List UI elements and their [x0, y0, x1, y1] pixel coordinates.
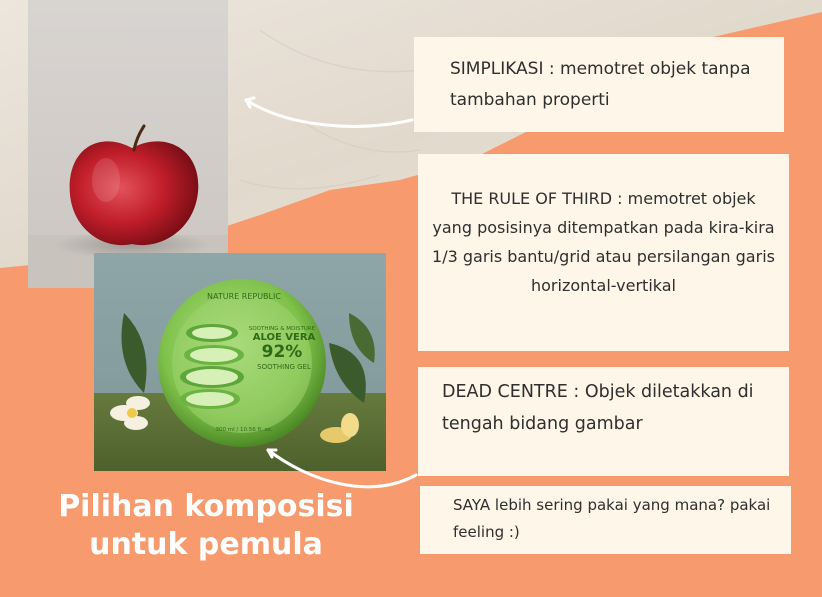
dead-centre-text: DEAD CENTRE : Objek diletakkan di tengah bidang gambar — [442, 382, 754, 434]
simplikasi-text: SIMPLIKASI : memotret objek tanpa tambahan properti — [450, 59, 751, 110]
product-line3: 92% — [261, 342, 303, 362]
product-line1: SOOTHING & MOISTURE — [248, 326, 316, 332]
simplikasi-card — [414, 37, 784, 132]
rule-of-third-text: THE RULE OF THIRD : memotret objek yang posisinya ditempatkan pada kira-kira 1/3 garis bantu/grid atau persilangan garis horizontal-vertikal — [432, 189, 775, 295]
saya-text: SAYA lebih sering pakai yang mana? pakai feeling :) — [453, 496, 771, 541]
apple-photo — [28, 0, 228, 288]
product-line4: SOOTHING GEL — [257, 363, 311, 371]
aloe-gel-photo — [94, 253, 386, 471]
saya-card — [420, 486, 791, 554]
dead-centre-card — [418, 367, 789, 476]
product-volume: 300 ml / 10.56 fl. oz. — [215, 427, 273, 433]
product-line2: ALOE VERA — [252, 332, 316, 343]
brand-label: NATURE REPUBLIC — [207, 292, 281, 301]
rule-of-third-card — [418, 154, 789, 351]
page-title: Pilihan komposisi untuk pemula — [58, 489, 354, 562]
